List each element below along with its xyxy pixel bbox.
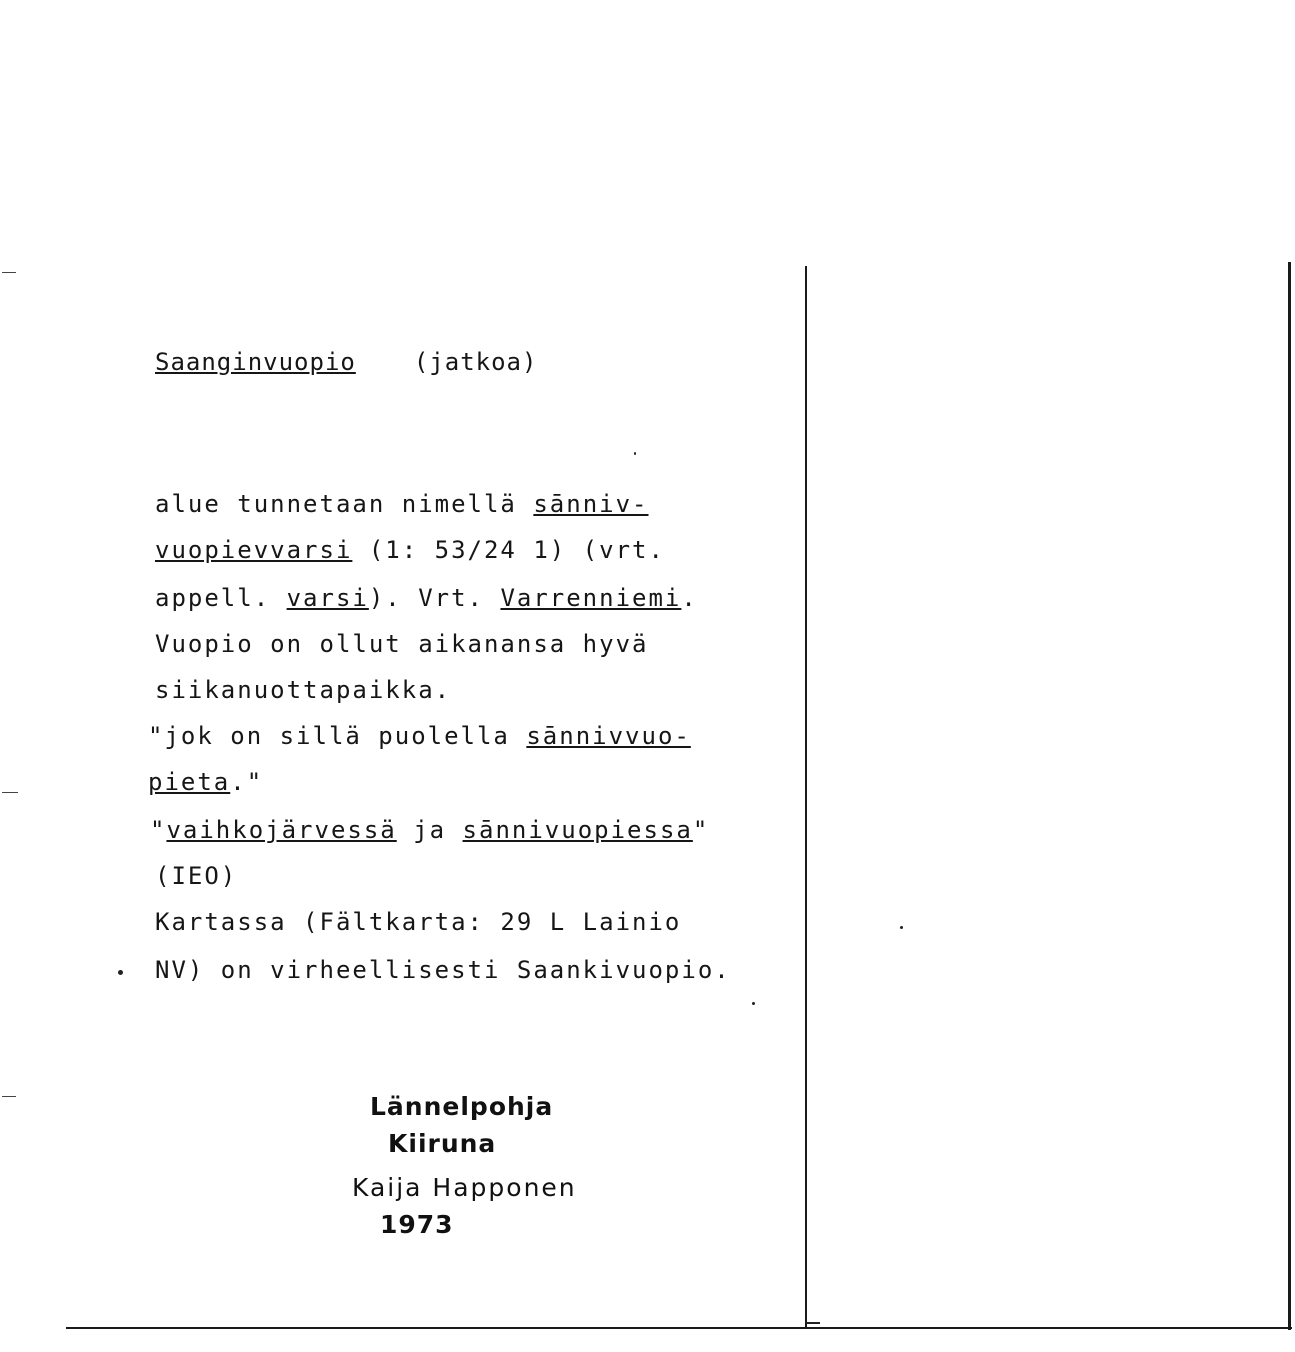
scan-speck [752, 1002, 755, 1005]
line-3-term: varsi [286, 584, 369, 612]
stamp-collector: Kaija Happonen [352, 1173, 577, 1202]
scan-speck [900, 926, 903, 929]
text-line-9 [155, 861, 237, 891]
line-5-text: siikanuottapaikka. [155, 676, 452, 704]
line-1-text: alue tunnetaan nimellä [155, 490, 534, 518]
stamp-year: 1973 [380, 1210, 454, 1239]
line-1-term: sānniv- [533, 490, 649, 518]
line-2-term: vuopievvarsi [155, 536, 353, 564]
stamp-region: Lännelpohja [370, 1092, 554, 1121]
title-continuation: (jatkoa) [413, 348, 538, 376]
line-8-close-quote: " [692, 816, 710, 844]
bottom-rule-line [66, 1327, 1292, 1329]
line-3-period: . [681, 584, 698, 612]
line-8-term-a: vaihkojärvessä [166, 816, 397, 844]
line-3-reference: Varrenniemi [500, 584, 682, 612]
line-10-text: Kartassa (Fältkarta: 29 L Lainio [155, 908, 682, 936]
margin-tick [2, 272, 16, 273]
line-3-text-b: ). Vrt. [368, 584, 501, 612]
line-8-text: ja [396, 816, 463, 844]
margin-tick [2, 792, 18, 793]
line-11-text: NV) on virheellisesti Saankivuopio. [155, 956, 731, 984]
line-4-text: Vuopio on ollut aikanansa hyvä [155, 630, 649, 658]
text-line-5 [155, 675, 451, 705]
text-line-3 [155, 583, 698, 613]
bullet-mark [118, 970, 123, 975]
line-3-text-a: appell. [155, 584, 287, 612]
text-line-1 [155, 489, 649, 519]
vertical-divider-line [805, 266, 807, 1328]
title-place-name: Saanginvuopio [155, 348, 356, 376]
text-line-4 [155, 629, 648, 659]
card-title [155, 348, 537, 376]
text-line-11 [155, 955, 731, 985]
stamp-place: Kiiruna [388, 1129, 497, 1158]
line-9-source: (IEO) [155, 862, 238, 890]
text-line-10 [155, 907, 681, 937]
line-6-text: "jok on sillä puolella [148, 722, 527, 750]
line-8-quote: " [150, 816, 167, 844]
right-edge-line [1288, 262, 1291, 1330]
line-2-text: (1: 53/24 1) (vrt. [352, 536, 665, 564]
text-line-6 [148, 721, 691, 751]
line-8-term-b: sānnivuopiessa [462, 816, 693, 844]
scan-speck [634, 452, 636, 455]
margin-tick [2, 1096, 16, 1097]
line-6-term: sānnivvuo- [526, 722, 691, 750]
text-line-8 [150, 815, 709, 845]
text-line-7 [148, 767, 263, 797]
scan-stroke [806, 1322, 820, 1324]
line-7-term: pieta [148, 768, 231, 796]
text-line-2 [155, 535, 665, 565]
line-7-text: ." [230, 768, 264, 796]
